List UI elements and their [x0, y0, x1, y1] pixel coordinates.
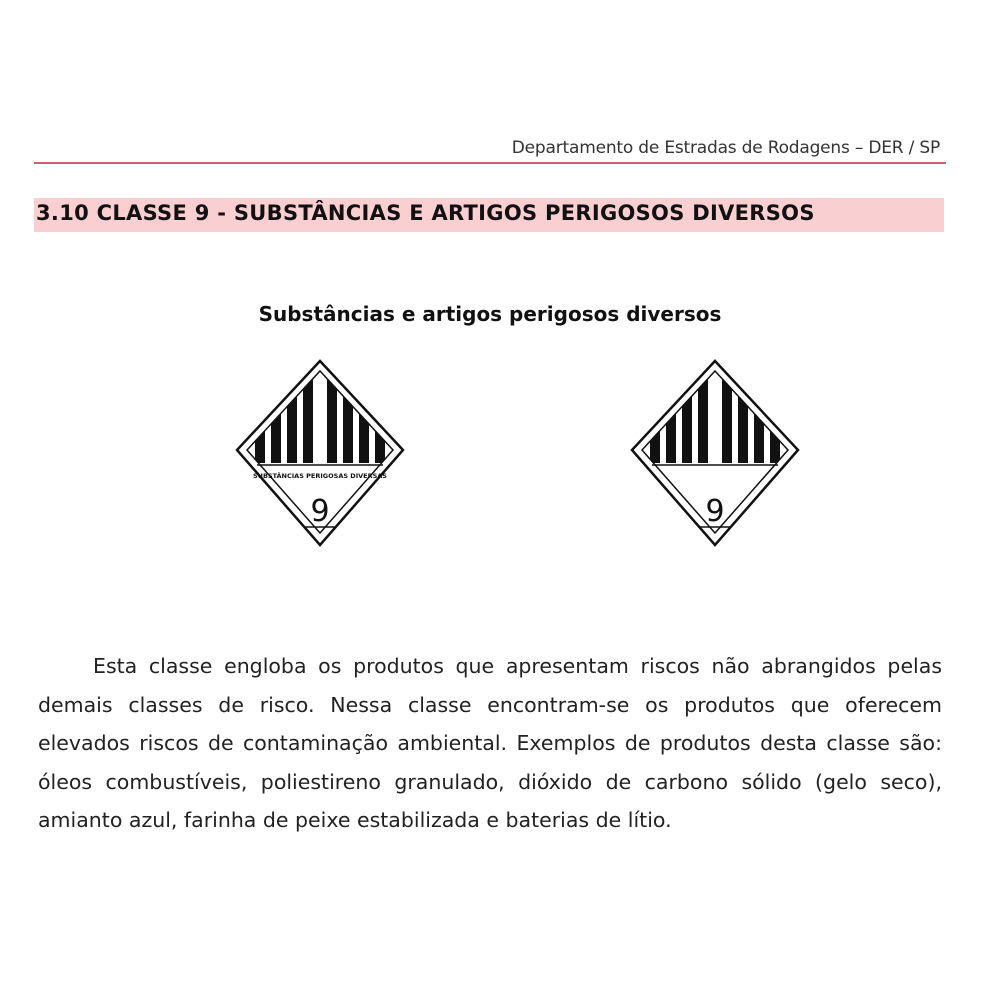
header-organization: Departamento de Estradas de Rodagens – DER / SP	[511, 138, 940, 158]
section-title: 3.10 CLASSE 9 - SUBSTÂNCIAS E ARTIGOS PERIGOSOS DIVERSOS	[36, 201, 815, 225]
hazard-label-text: SUBSTÂNCIAS PERIGOSAS DIVERSAS	[253, 472, 387, 480]
hazard-label-class9	[630, 355, 800, 555]
hazard-label-class9-with-text	[235, 355, 405, 555]
hazard-class-number: 9	[705, 494, 725, 529]
hazard-class-number: 9	[310, 494, 330, 529]
body-paragraph: Esta classe engloba os produtos que apresentam riscos não abrangidos pelas demais classes de risco. Nessa classe encontram-se os produtos que oferecem elevados riscos de contaminação ambiental. Exemplos de produtos desta classe são: óleos combustíveis, poliestireno granulado, dióxido de carbono sólido (gelo seco), amianto azul, farinha de peixe estabilizada e baterias de lítio.	[38, 654, 942, 832]
figure-caption: Substâncias e artigos perigosos diversos	[258, 302, 722, 326]
header-divider	[34, 162, 946, 164]
